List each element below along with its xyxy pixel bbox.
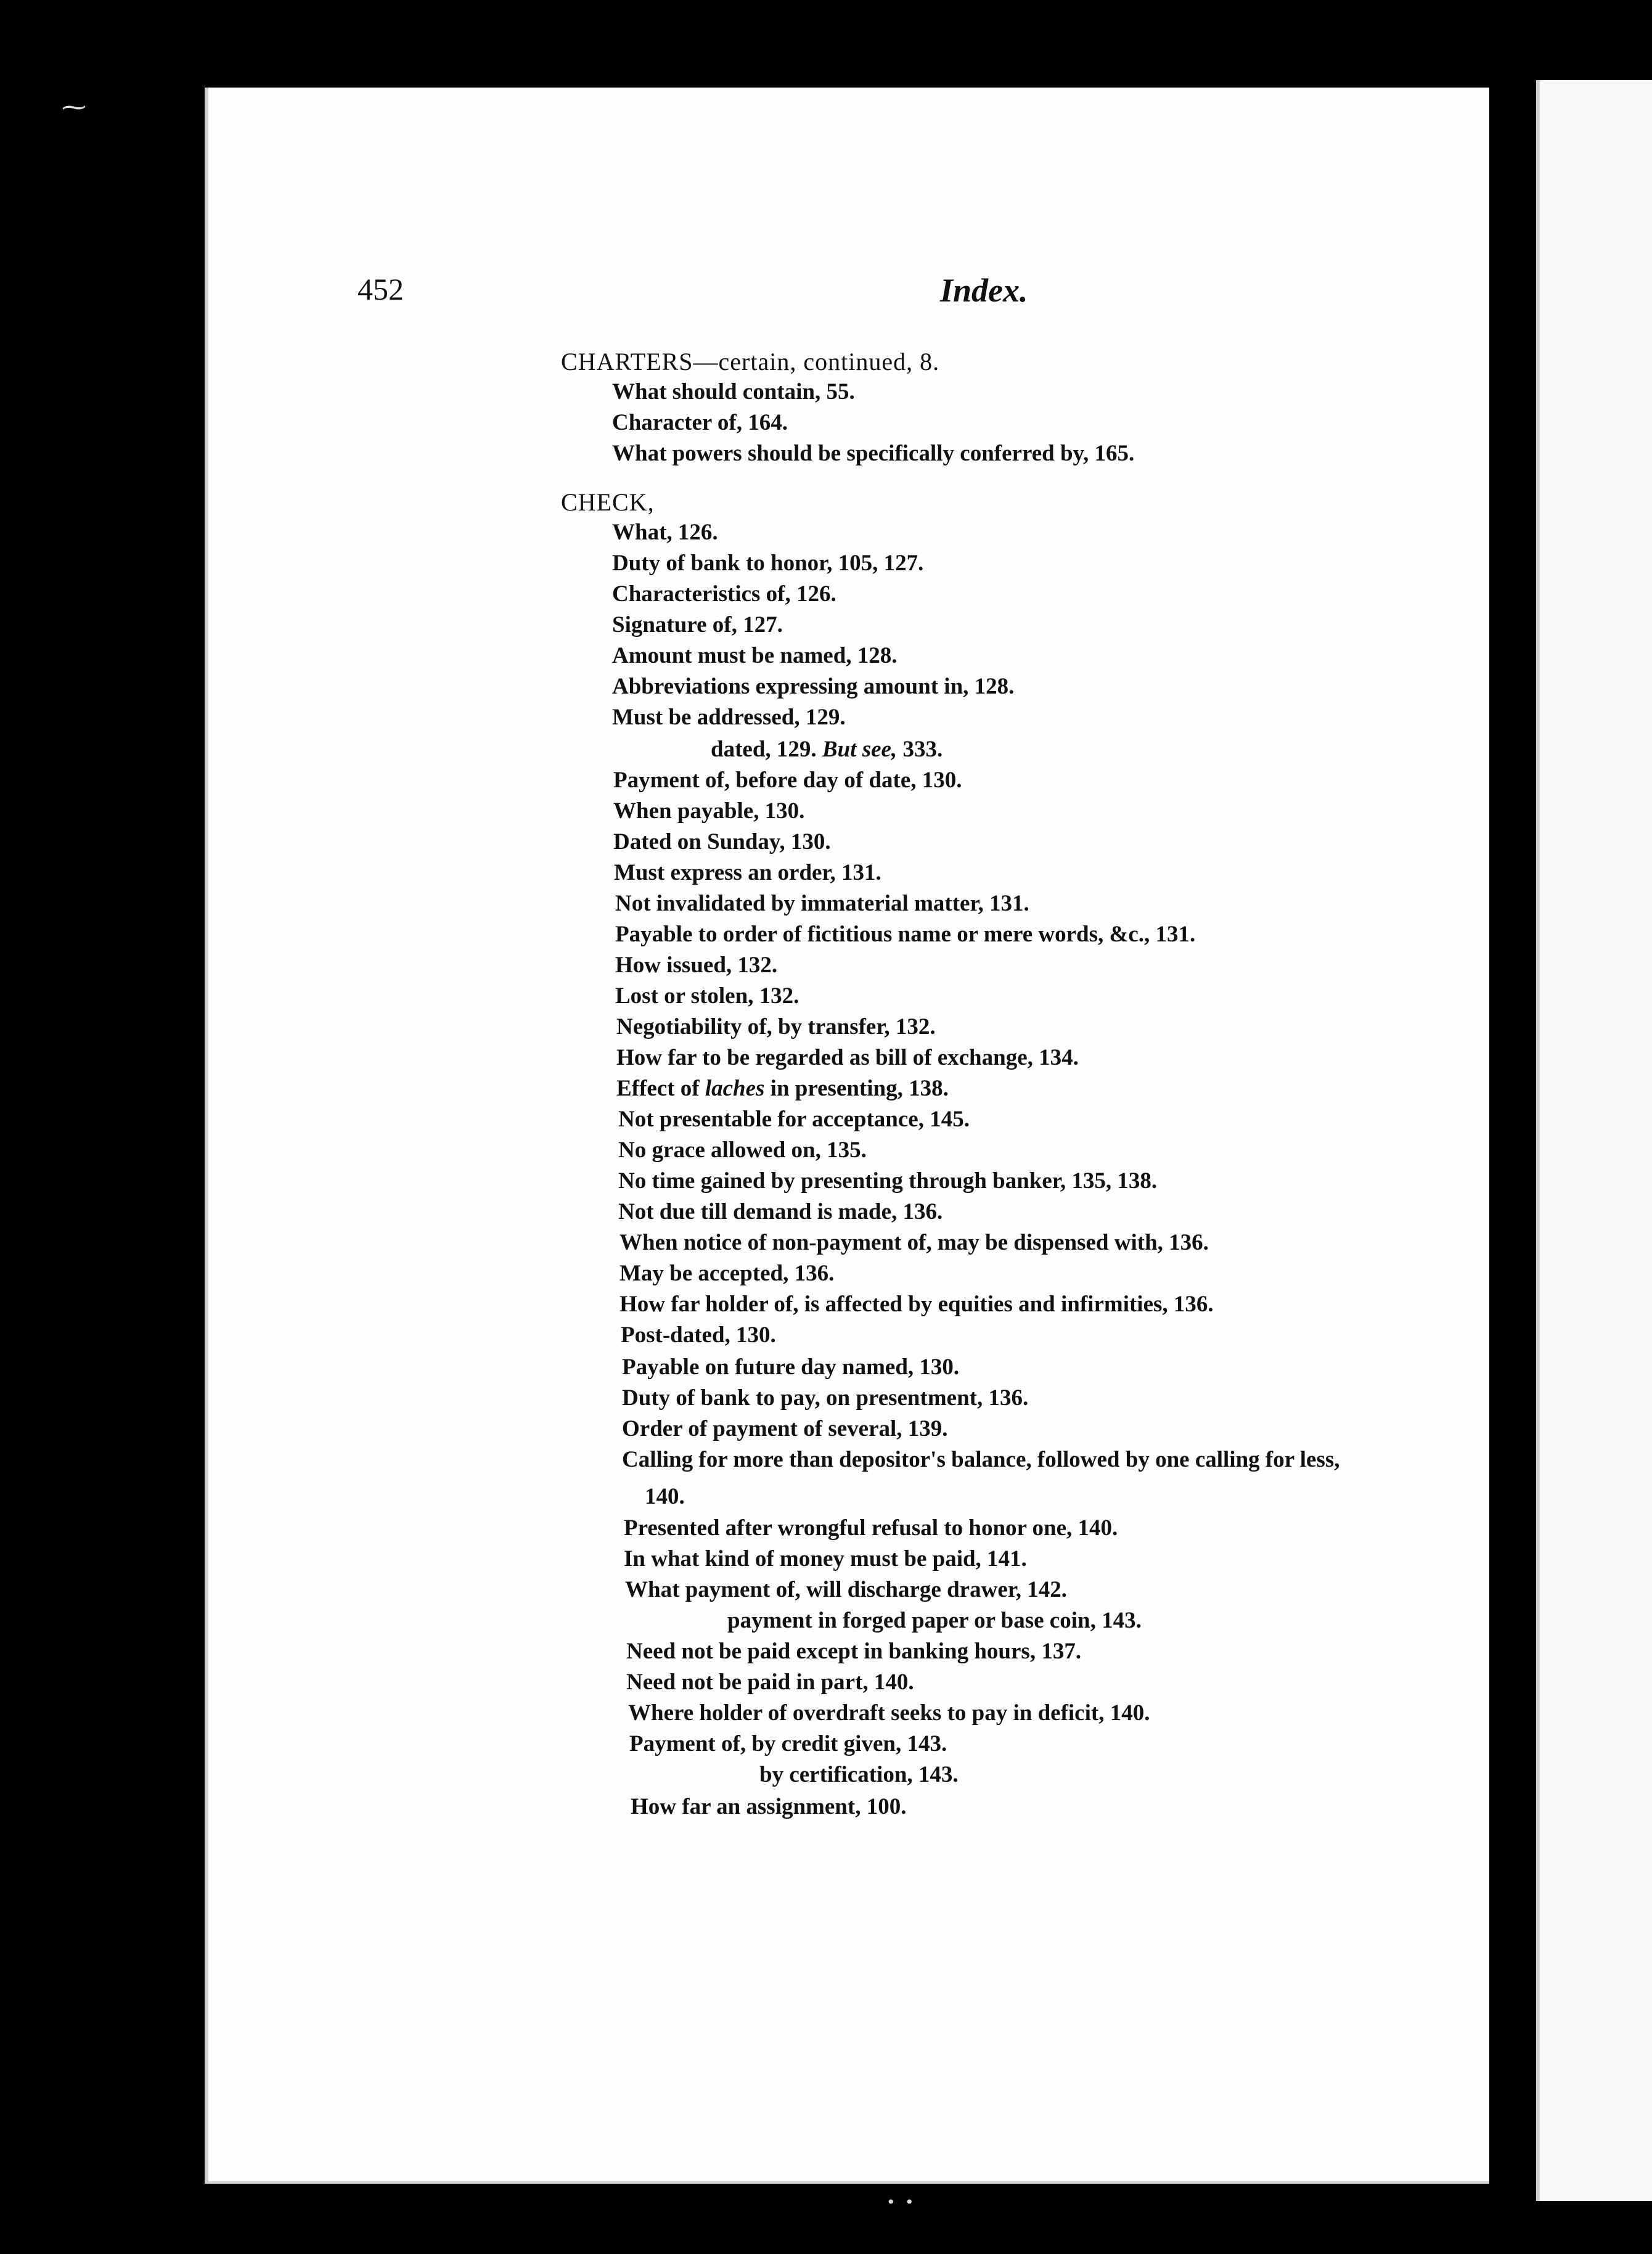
index-entry: What powers should be specifically conferred by, 165. <box>612 441 1135 466</box>
index-entry: Payable on future day named, 130. <box>622 1354 960 1380</box>
latin-term: laches <box>705 1076 765 1101</box>
index-entry: When notice of non-payment of, may be dispensed with, 136. <box>620 1230 1209 1255</box>
index-entry-continuation: 140. <box>645 1484 685 1509</box>
index-entry: Calling for more than depositor's balance, followed by one calling for less, <box>622 1447 1340 1472</box>
index-entry-text: Effect of <box>616 1076 700 1101</box>
index-entry-text: in presenting, 138. <box>770 1076 949 1101</box>
index-entry: Not due till demand is made, 136. <box>618 1199 943 1224</box>
index-entry: Character of, 164. <box>612 410 788 435</box>
index-entry: How far holder of, is affected by equities and infirmities, 136. <box>620 1292 1214 1317</box>
scan-mark: ⁓ <box>62 93 86 121</box>
scan-dots: • • <box>888 2192 917 2212</box>
index-entry: What, 126. <box>612 520 718 545</box>
page-number: 452 <box>358 272 404 306</box>
index-entry: Duty of bank to honor, 105, 127. <box>612 551 924 576</box>
index-entry: Where holder of overdraft seeks to pay in deficit, 140. <box>628 1700 1150 1726</box>
index-entry: Signature of, 127. <box>612 612 783 637</box>
index-entry: How far to be regarded as bill of exchange, 134. <box>616 1045 1079 1070</box>
cross-reference-label: But see, <box>822 737 898 762</box>
index-entry: In what kind of money must be paid, 141. <box>624 1546 1027 1572</box>
index-entry: Payment of, by credit given, 143. <box>629 1731 947 1756</box>
index-entry: Negotiability of, by transfer, 132. <box>616 1014 936 1039</box>
index-entry: Presented after wrongful refusal to honor one, 140. <box>624 1515 1118 1541</box>
heading-charters: CHARTERS—certain, continued, 8. <box>561 348 940 375</box>
index-entry: No grace allowed on, 135. <box>618 1137 867 1163</box>
index-entry: Need not be paid in part, 140. <box>626 1670 914 1695</box>
cross-reference-page: 333. <box>902 737 943 762</box>
index-entry: Lost or stolen, 132. <box>615 983 799 1009</box>
index-entry: Payable to order of fictitious name or mere words, &c., 131. <box>615 922 1196 947</box>
index-entry: Post-dated, 130. <box>621 1322 776 1348</box>
index-entry <box>616 1077 949 1100</box>
index-entry <box>711 738 943 761</box>
index-entry: How far an assignment, 100. <box>631 1794 907 1819</box>
index-entry: Amount must be named, 128. <box>612 643 898 668</box>
index-entry: Not presentable for acceptance, 145. <box>618 1107 970 1132</box>
index-entry: What should contain, 55. <box>612 379 855 404</box>
index-entry: Duty of bank to pay, on presentment, 136. <box>622 1385 1029 1411</box>
running-title: Index. <box>940 272 1028 309</box>
index-entry: How issued, 132. <box>615 953 778 978</box>
index-entry: Characteristics of, 126. <box>612 581 836 607</box>
index-entry: May be accepted, 136. <box>620 1261 835 1286</box>
index-entry: When payable, 130. <box>613 798 805 824</box>
heading-check: CHECK, <box>561 488 655 516</box>
index-entry: Abbreviations expressing amount in, 128. <box>612 674 1015 699</box>
index-entry: Order of payment of several, 139. <box>622 1416 948 1441</box>
index-entry: Must express an order, 131. <box>614 860 881 885</box>
index-entry: Must be addressed, 129. <box>612 705 846 730</box>
index-entry: Need not be paid except in banking hours, 137. <box>626 1639 1082 1664</box>
index-entry-text: dated, 129. <box>711 737 817 762</box>
index-entry: What payment of, will discharge drawer, 142. <box>625 1577 1068 1602</box>
index-entry: No time gained by presenting through banker, 135, 138. <box>618 1168 1158 1194</box>
index-entry: Dated on Sunday, 130. <box>613 829 831 854</box>
index-entry: Not invalidated by immaterial matter, 131. <box>615 891 1029 916</box>
index-entry: Payment of, before day of date, 130. <box>613 768 962 793</box>
index-entry: by certification, 143. <box>759 1762 959 1787</box>
index-entry: payment in forged paper or base coin, 143. <box>727 1608 1142 1633</box>
